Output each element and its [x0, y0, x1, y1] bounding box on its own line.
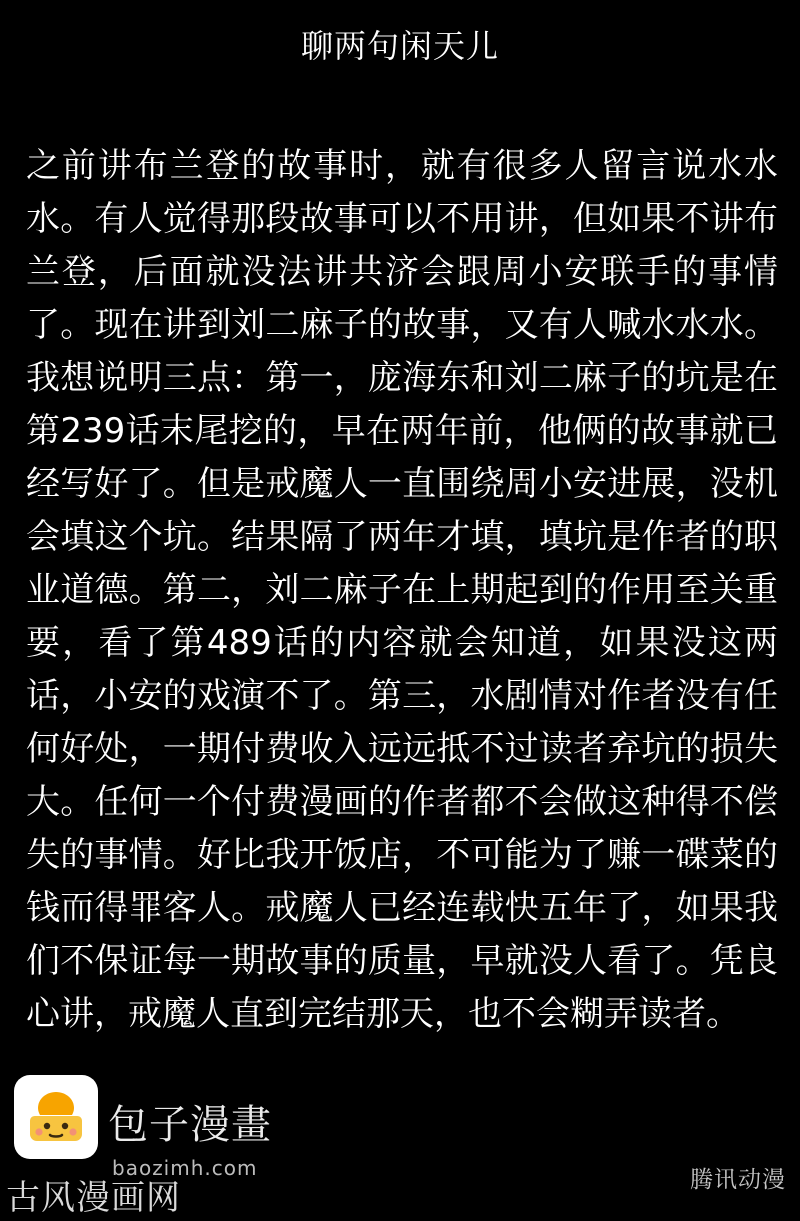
baozi-logo-badge: [14, 1075, 98, 1159]
watermark-platform: 腾讯动漫: [690, 1167, 786, 1193]
watermark-url: baozimh.com: [112, 1156, 258, 1180]
watermark-site-name: 古风漫画网: [6, 1178, 181, 1218]
bun-mascot-icon: [19, 1080, 93, 1154]
watermark-brand: 包子漫畫: [108, 1102, 272, 1148]
author-note-body: 之前讲布兰登的故事时，就有很多人留言说水水水。有人觉得那段故事可以不用讲，但如果不讲布兰登，后面就没法讲共济会跟周小安联手的事情了。现在讲到刘二麻子的故事，又有人喊水水水。我想说明三点：第一，庞海东和刘二麻子的坑是在第239话末尾挖的，早在两年前，他俩的故事就已经写好了。但是戒魔人一直围绕周小安进展，没机会填这个坑。结果隔了两年才填，填坑是作者的职业道德。第二，刘二麻子在上期起到的作用至关重要，看了第489话的内容就会知道，如果没这两话，小安的戏演不了。第三，水剧情对作者没有任何好处，一期付费收入远远抵不过读者弃坑的损失大。任何一个付费漫画的作者都不会做这种得不偿失的事情。好比我开饭店，不可能为了赚一碟菜的钱而得罪客人。戒魔人已经连载快五年了，如果我们不保证每一期故事的质量，早就没人看了。凭良心讲，戒魔人直到完结那天，也不会糊弄读者。: [26, 146, 778, 1034]
page-title: 聊两句闲天儿: [300, 27, 499, 65]
